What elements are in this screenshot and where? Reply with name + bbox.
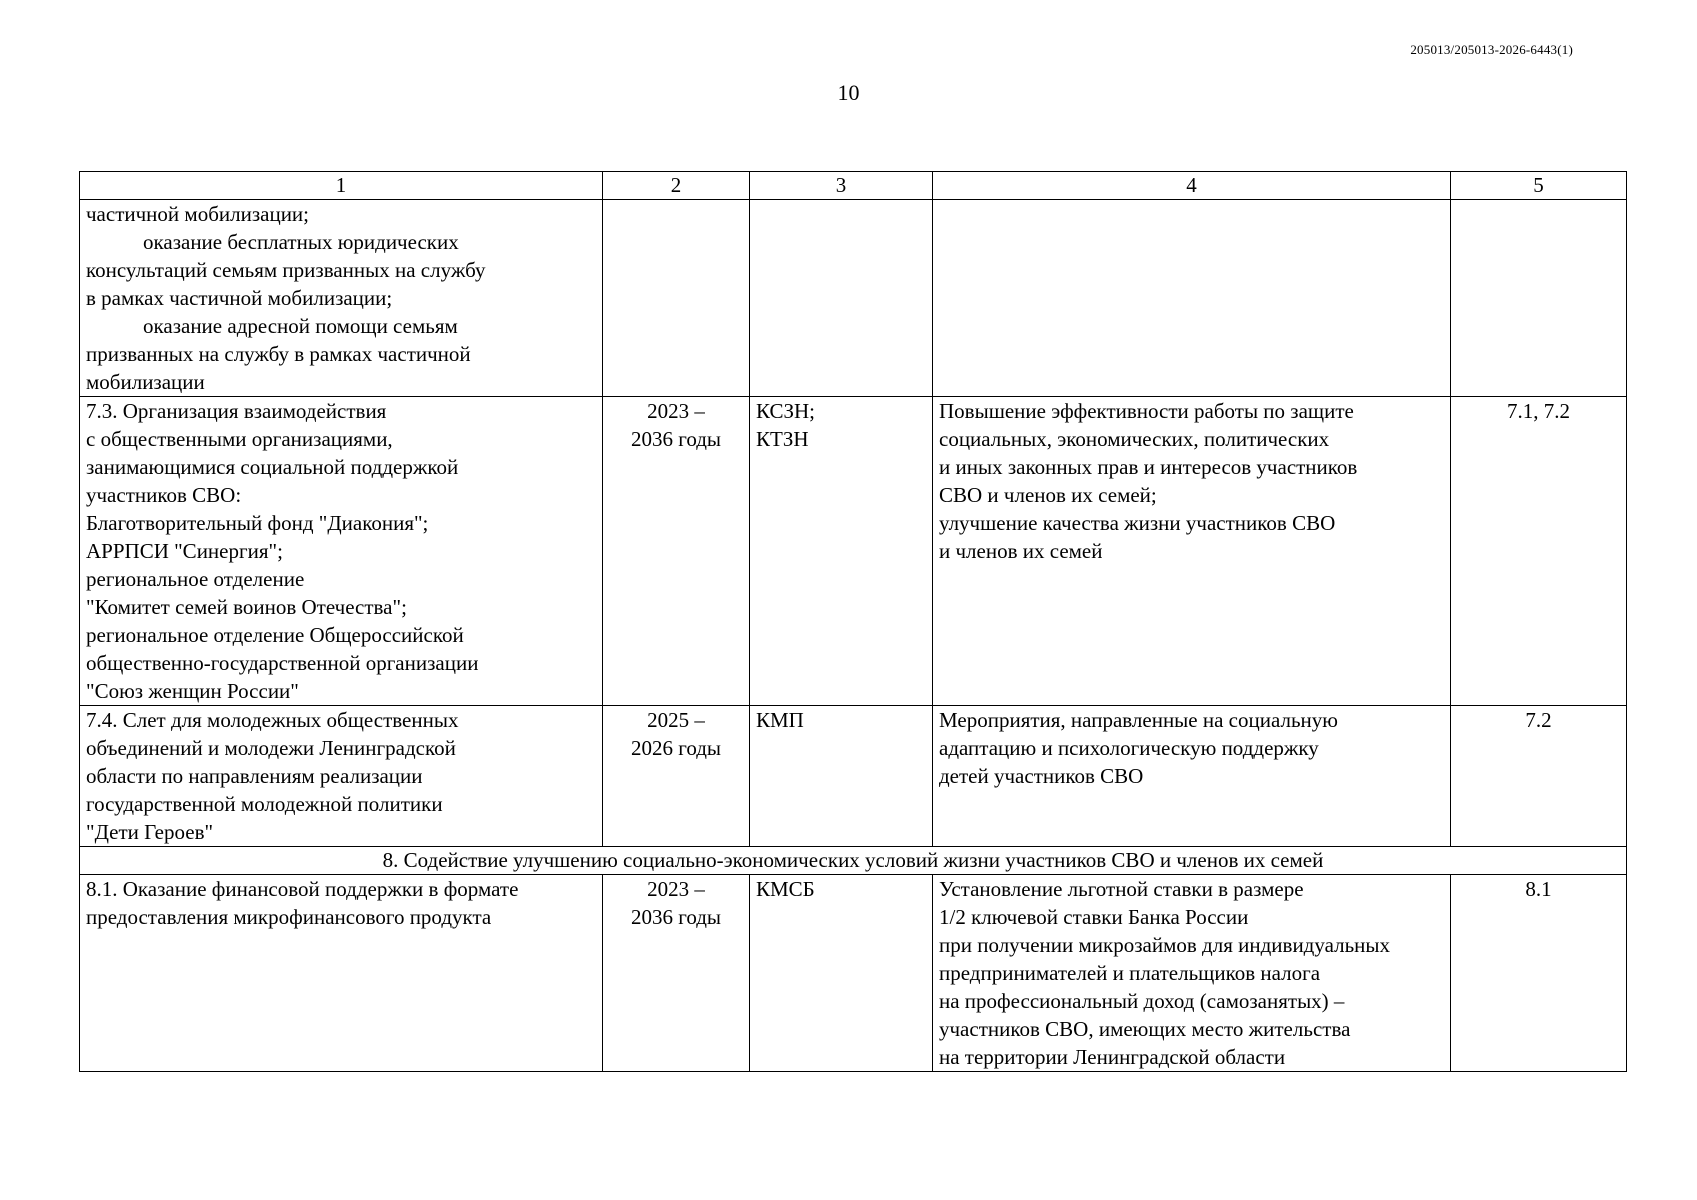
result-line: Мероприятия, направленные на социальную	[939, 708, 1338, 732]
result-line: и членов их семей	[939, 539, 1103, 563]
measure-line: области по направлениям реализации	[86, 764, 423, 788]
measure-line: 7.4. Слет для молодежных общественных	[86, 708, 459, 732]
measure-line: "Союз женщин России"	[86, 679, 299, 703]
executor-line: КМП	[756, 708, 804, 732]
period-cell	[603, 200, 750, 397]
measure-line: 8.1. Оказание финансовой поддержки в формате	[86, 877, 519, 901]
column-number-5: 5	[1451, 172, 1627, 200]
continuation-cell	[80, 200, 603, 397]
period-line: 2023 –	[647, 399, 705, 423]
measure-line: консультаций семьям призванных на службу	[86, 258, 486, 282]
period-line: 2036 годы	[630, 905, 722, 929]
executors-cell	[750, 200, 933, 397]
column-number-3: 3	[750, 172, 933, 200]
result-line: участников СВО, имеющих место жительства	[939, 1017, 1351, 1041]
executor-line: КСЗН;	[756, 399, 816, 423]
result-line: СВО и членов их семей;	[939, 483, 1157, 507]
column-number-2: 2	[603, 172, 750, 200]
executor-line: КТЗН	[756, 427, 809, 451]
result-cell	[933, 875, 1451, 1072]
section-row	[80, 847, 1627, 875]
result-line: и иных законных прав и интересов участников	[939, 455, 1358, 479]
table-row	[80, 200, 1627, 397]
result-line: социальных, экономических, политических	[939, 427, 1330, 451]
result-line: Повышение эффективности работы по защите	[939, 399, 1354, 423]
measure-line: частичной мобилизации;	[86, 202, 310, 226]
result-line: улучшение качества жизни участников СВО	[939, 511, 1336, 535]
result-cell	[933, 200, 1451, 397]
period-line: 2025 –	[647, 708, 705, 732]
executors-cell	[750, 875, 933, 1072]
executors-cell	[750, 397, 933, 706]
measure-line: с общественными организациями,	[86, 427, 393, 451]
measure-cell	[80, 875, 603, 1072]
result-line: при получении микрозаймов для индивидуальных	[939, 933, 1390, 957]
result-line: адаптацию и психологическую поддержку	[939, 736, 1319, 760]
result-line: 1/2 ключевой ставки Банка России	[939, 905, 1249, 929]
result-line: Установление льготной ставки в размере	[939, 877, 1304, 901]
table-row	[80, 706, 1627, 847]
page-number: 10	[837, 80, 860, 105]
executor-line: КМСБ	[756, 877, 815, 901]
section-heading: 8. Содействие улучшению социально-экономических условий жизни участников СВО и членов их семей	[80, 847, 1627, 875]
result-line: детей участников СВО	[939, 764, 1144, 788]
measure-line: региональное отделение Общероссийской	[86, 623, 464, 647]
measure-line: "Комитет семей воинов Отечества";	[86, 595, 407, 619]
column-number-1: 1	[80, 172, 603, 200]
period-line: 2026 годы	[630, 736, 722, 760]
period-line: 2023 –	[647, 877, 705, 901]
measure-line: в рамках частичной мобилизации;	[86, 286, 393, 310]
measure-cell	[80, 397, 603, 706]
table-row	[80, 397, 1627, 706]
tasks-cell: 8.1	[1451, 875, 1627, 1072]
result-line: на профессиональный доход (самозанятых) –	[939, 989, 1345, 1013]
measure-line: государственной молодежной политики	[86, 792, 443, 816]
period-cell	[603, 875, 750, 1072]
period-cell	[603, 706, 750, 847]
measure-line: Благотворительный фонд "Диакония";	[86, 511, 429, 535]
result-line: предпринимателей и плательщиков налога	[939, 961, 1321, 985]
measure-line: мобилизации	[86, 370, 205, 394]
tasks-cell: 7.1, 7.2	[1451, 397, 1627, 706]
executors-cell	[750, 706, 933, 847]
measure-line: занимающимися социальной поддержкой	[86, 455, 459, 479]
measure-line: предоставления микрофинансового продукта	[86, 905, 492, 929]
result-line: на территории Ленинградской области	[939, 1045, 1286, 1069]
measure-line: объединений и молодежи Ленинградской	[86, 736, 456, 760]
measure-line: 7.3. Организация взаимодействия	[86, 399, 387, 423]
measure-line: участников СВО:	[86, 483, 242, 507]
tasks-cell	[1451, 200, 1627, 397]
measure-line: общественно-государственной организации	[86, 651, 479, 675]
period-line: 2036 годы	[630, 427, 722, 451]
measures-table	[79, 171, 1627, 1072]
measure-line: призванных на службу в рамках частичной	[86, 342, 471, 366]
column-number-4: 4	[933, 172, 1451, 200]
measure-line: оказание адресной помощи семьям	[143, 314, 458, 338]
result-cell	[933, 397, 1451, 706]
table-row	[80, 875, 1627, 1072]
measure-line: региональное отделение	[86, 567, 305, 591]
measure-line: "Дети Героев"	[86, 820, 214, 844]
period-cell	[603, 397, 750, 706]
result-cell	[933, 706, 1451, 847]
document-id: 205013/205013-2026-6443(1)	[1410, 42, 1573, 57]
measure-line: АРРПСИ "Синергия";	[86, 539, 283, 563]
tasks-cell: 7.2	[1451, 706, 1627, 847]
measure-line: оказание бесплатных юридических	[143, 230, 459, 254]
measure-cell	[80, 706, 603, 847]
column-number-row	[80, 172, 1627, 200]
